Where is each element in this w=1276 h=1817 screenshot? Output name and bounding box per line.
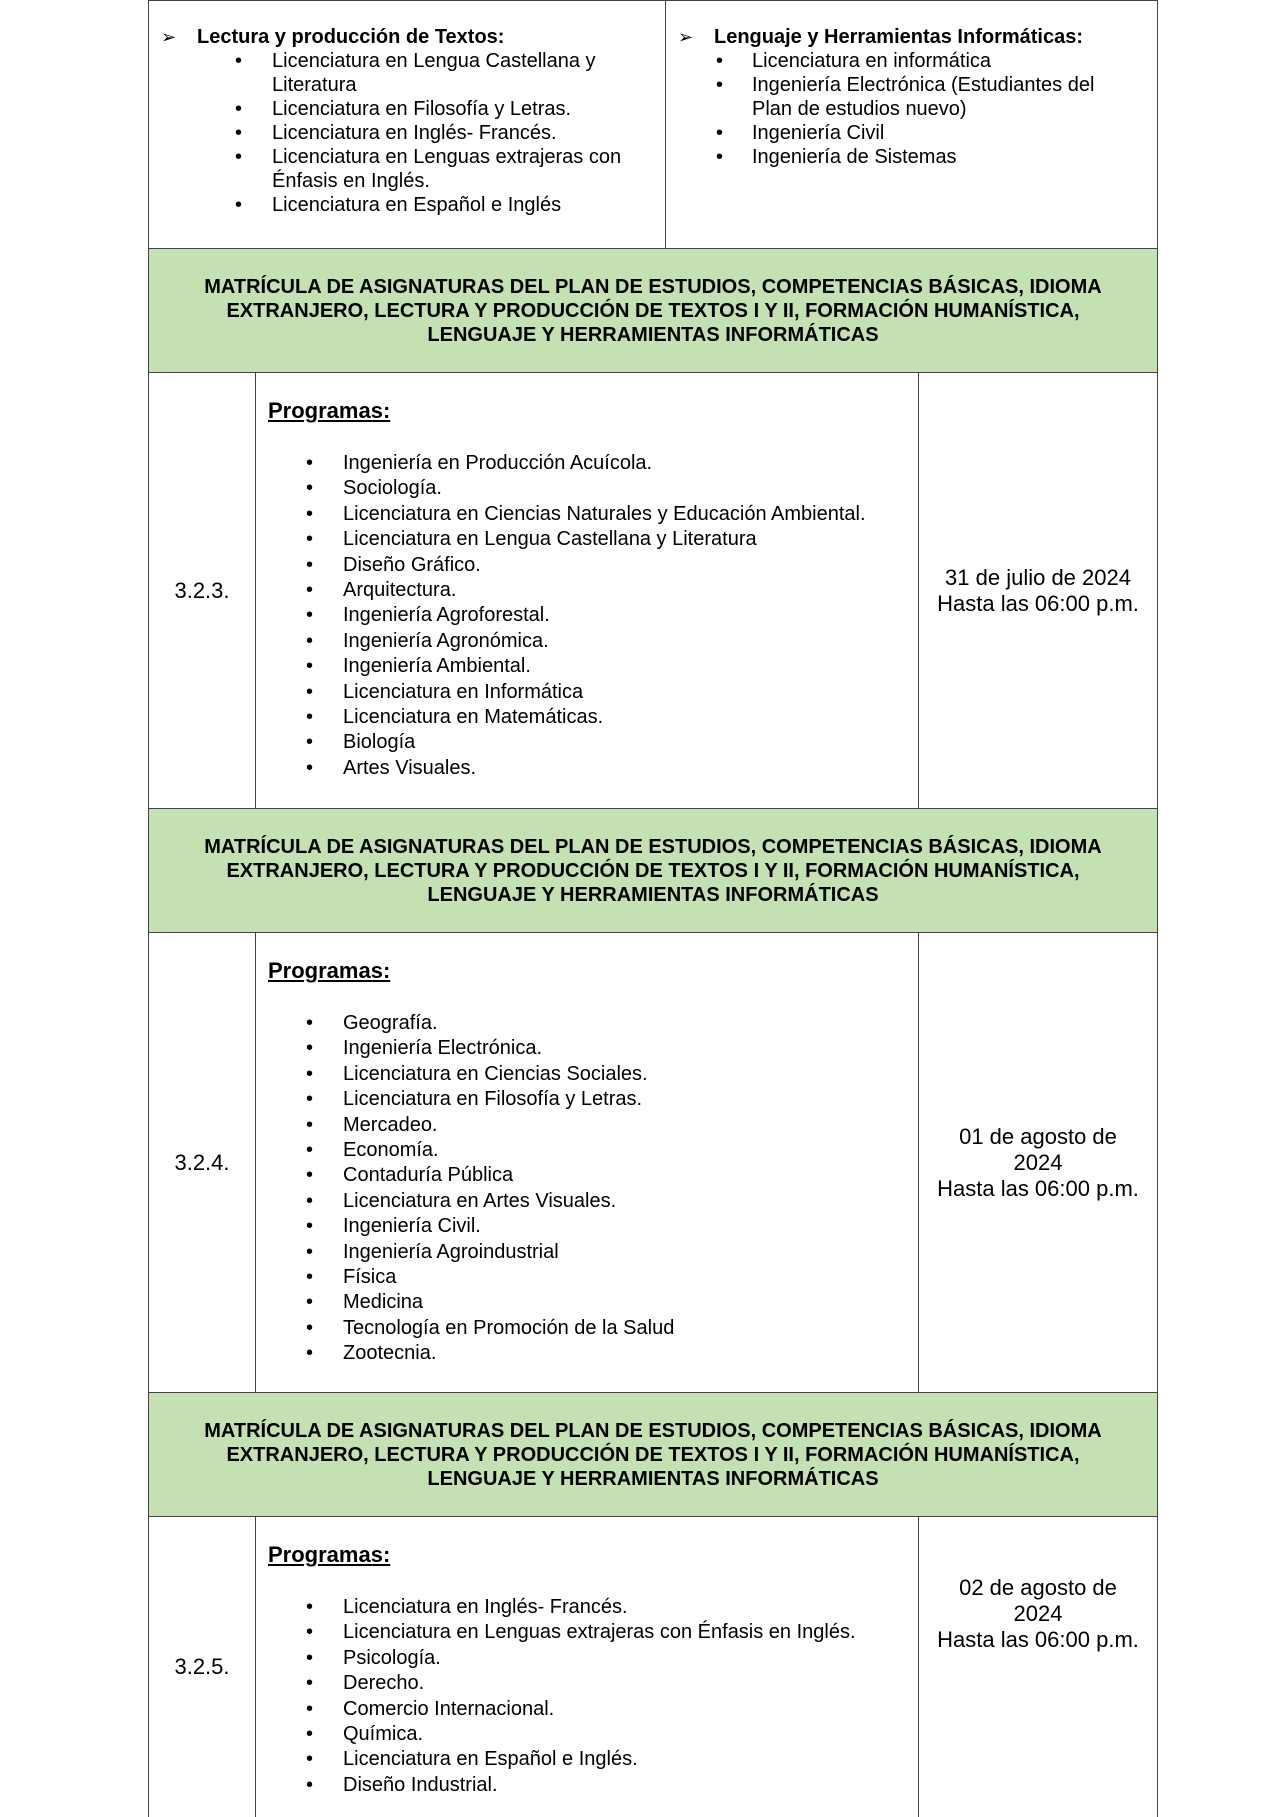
list-item: • Licenciatura en Matemáticas. — [268, 705, 918, 730]
list-item: • Ingeniería Agroforestal. — [268, 603, 918, 628]
programs-cell — [256, 933, 919, 1392]
deadline-line: Hasta las 06:00 p.m. — [937, 590, 1139, 616]
list-item: • Mercadeo. — [268, 1113, 918, 1138]
list-item: • Licenciatura en Ciencias Naturales y Educación Ambiental. — [268, 502, 918, 527]
list-item: • Comercio Internacional. — [268, 1697, 918, 1722]
list-item: • Ingeniería Agronómica. — [268, 629, 918, 654]
section-band: MATRÍCULA DE ASIGNATURAS DEL PLAN DE ESTUDIOS, COMPETENCIAS BÁSICAS, IDIOMA EXTRANJERO, LECTURA Y PRODUCCIÓN DE TEXTOS I Y II, FORMACIÓN HUMANÍSTICA, LENGUAJE Y HERRAMIENTAS INFORMÁTICAS — [148, 809, 1158, 933]
date-cell — [919, 373, 1157, 808]
top-left-heading: Lectura y producción de Textos: — [197, 26, 505, 48]
date-cell — [919, 933, 1157, 1392]
list-item: • Biología — [268, 730, 918, 755]
section-entry-323 — [148, 373, 1158, 809]
list-item: • Licenciatura en Inglés- Francés. — [268, 1595, 918, 1620]
list-item: • Licenciatura en informática — [666, 49, 1157, 73]
list-item: • Ingeniería Electrónica. — [268, 1036, 918, 1061]
list-item: • Licenciatura en Español e Inglés. — [268, 1747, 918, 1772]
programs-cell — [256, 1517, 919, 1817]
list-item: • Ingeniería Agroindustrial — [268, 1240, 918, 1265]
section-band: MATRÍCULA DE ASIGNATURAS DEL PLAN DE ESTUDIOS, COMPETENCIAS BÁSICAS, IDIOMA EXTRANJERO, LECTURA Y PRODUCCIÓN DE TEXTOS I Y II, FORMACIÓN HUMANÍSTICA, LENGUAJE Y HERRAMIENTAS INFORMÁTICAS — [148, 1393, 1158, 1517]
top-row — [148, 0, 1158, 249]
section-number: 3.2.3. — [149, 373, 256, 808]
list-item: • Arquitectura. — [268, 578, 918, 603]
list-item: • Licenciatura en Lenguas extrajeras con Énfasis en Inglés. — [149, 145, 665, 193]
list-item: • Ingeniería Civil — [666, 121, 1157, 145]
list-item: • Diseño Gráfico. — [268, 553, 918, 578]
list-item: • Licenciatura en Lengua Castellana y Literatura — [268, 527, 918, 552]
section-entry-324 — [148, 933, 1158, 1393]
list-item: • Licenciatura en Español e Inglés — [149, 193, 665, 217]
list-item: • Sociología. — [268, 476, 918, 501]
section-number: 3.2.4. — [149, 933, 256, 1392]
programs-list — [268, 451, 918, 781]
list-item: • Psicología. — [268, 1646, 918, 1671]
list-item: • Economía. — [268, 1138, 918, 1163]
list-item: • Licenciatura en Ciencias Sociales. — [268, 1062, 918, 1087]
top-right-heading: Lenguaje y Herramientas Informáticas: — [714, 26, 1084, 48]
list-item: • Licenciatura en Lengua Castellana y Literatura — [149, 49, 665, 97]
programs-title: Programas: — [268, 958, 391, 983]
top-right-cell — [666, 1, 1157, 248]
list-item: • Contaduría Pública — [268, 1163, 918, 1188]
list-item: • Física — [268, 1265, 918, 1290]
list-item: • Tecnología en Promoción de la Salud — [268, 1316, 918, 1341]
list-item: • Licenciatura en Inglés- Francés. — [149, 121, 665, 145]
top-right-list — [666, 49, 1157, 169]
top-left-list — [149, 49, 665, 217]
arrow-bullet-icon: ➢ — [161, 27, 177, 47]
list-item: • Diseño Industrial. — [268, 1773, 918, 1798]
date-line: 31 de julio de 2024 — [945, 564, 1131, 590]
schedule-table — [148, 0, 1158, 1817]
arrow-bullet-icon: ➢ — [678, 27, 694, 47]
list-item: • Derecho. — [268, 1671, 918, 1696]
list-item: • Química. — [268, 1722, 918, 1747]
programs-cell — [256, 373, 919, 808]
list-item: • Medicina — [268, 1290, 918, 1315]
list-item: • Ingeniería Electrónica (Estudiantes del Plan de estudios nuevo) — [666, 73, 1157, 121]
list-item: • Ingeniería de Sistemas — [666, 145, 1157, 169]
section-band: MATRÍCULA DE ASIGNATURAS DEL PLAN DE ESTUDIOS, COMPETENCIAS BÁSICAS, IDIOMA EXTRANJERO, LECTURA Y PRODUCCIÓN DE TEXTOS I Y II, FORMACIÓN HUMANÍSTICA, LENGUAJE Y HERRAMIENTAS INFORMÁTICAS — [148, 249, 1158, 373]
deadline-line: Hasta las 06:00 p.m. — [937, 1175, 1139, 1201]
programs-list — [268, 1595, 918, 1798]
list-item: • Ingeniería en Producción Acuícola. — [268, 451, 918, 476]
list-item: • Licenciatura en Informática — [268, 680, 918, 705]
list-item: • Ingeniería Ambiental. — [268, 654, 918, 679]
list-item: • Artes Visuales. — [268, 756, 918, 781]
date-line: 01 de agosto de 2024 — [959, 1123, 1117, 1175]
list-item: • Licenciatura en Filosofía y Letras. — [149, 97, 665, 121]
date-cell — [919, 1517, 1157, 1817]
list-item: • Zootecnia. — [268, 1341, 918, 1366]
list-item: • Ingeniería Civil. — [268, 1214, 918, 1239]
section-entry-325 — [148, 1517, 1158, 1817]
list-item: • Licenciatura en Lenguas extrajeras con Énfasis en Inglés. — [268, 1620, 918, 1645]
programs-title: Programas: — [268, 398, 391, 423]
top-left-cell — [149, 1, 666, 248]
date-line: 02 de agosto de 2024 — [959, 1575, 1117, 1626]
programs-list — [268, 1011, 918, 1367]
list-item: • Geografía. — [268, 1011, 918, 1036]
deadline-line: Hasta las 06:00 p.m. — [937, 1627, 1139, 1652]
section-number: 3.2.5. — [149, 1517, 256, 1817]
list-item: • Licenciatura en Artes Visuales. — [268, 1189, 918, 1214]
programs-title: Programas: — [268, 1542, 391, 1567]
list-item: • Licenciatura en Filosofía y Letras. — [268, 1087, 918, 1112]
